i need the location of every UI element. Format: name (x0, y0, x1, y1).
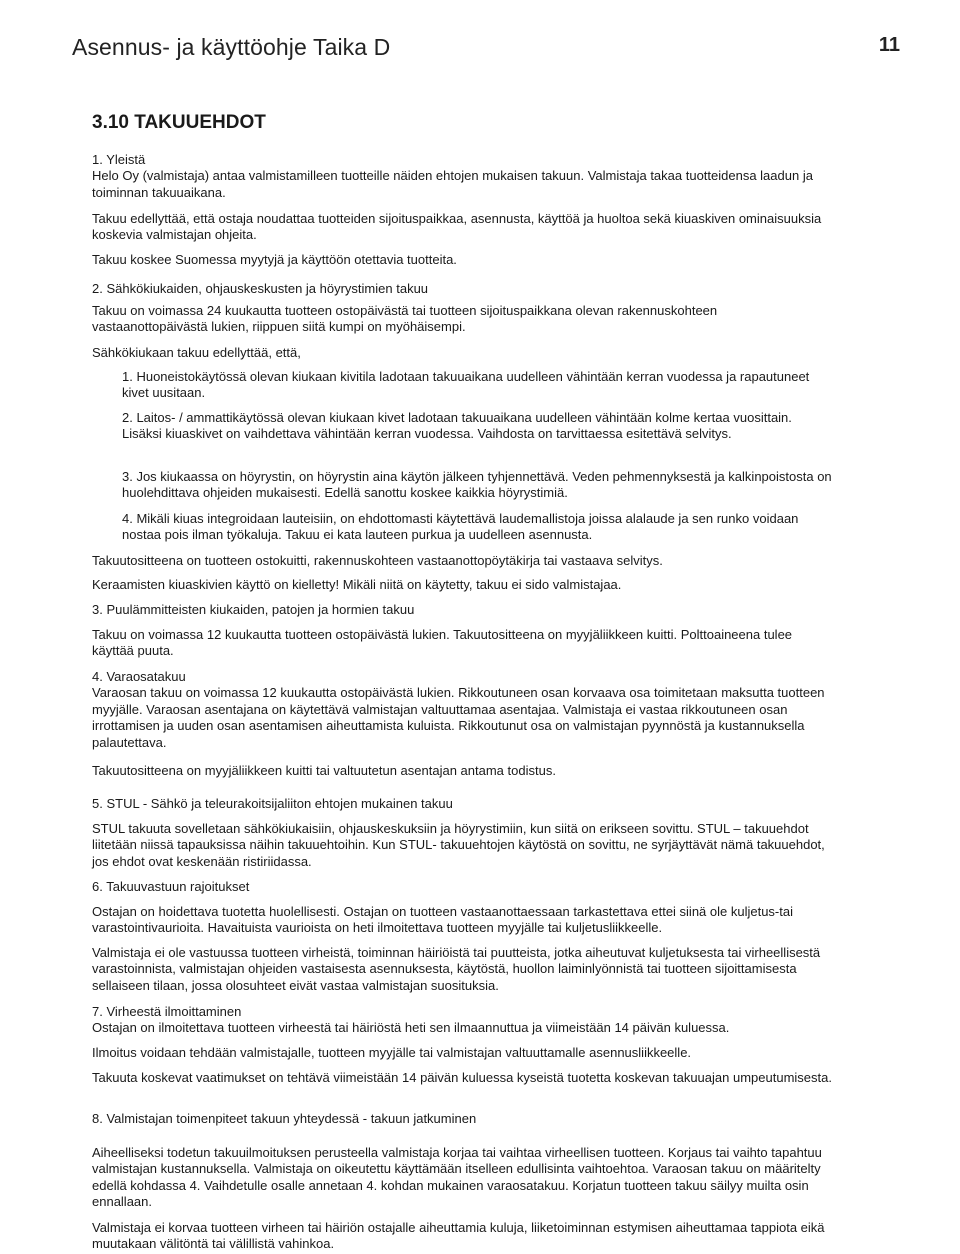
paragraph-receipt: Takuutositteena on tuotteen ostokuitti, rakennuskohteen vastaanottopöytäkirja tai vastaava selvitys. (92, 553, 663, 568)
page-number: 11 (878, 34, 900, 56)
list-item-3: 3. Jos kiukaassa on höyrystin, on höyrystin aina käytön jälkeen tyhjennettävä. Veden pehmennyksestä ja kalkinpoistosta on huolehdittava ohjeiden mukaisesti. Edellä sanottu koskee kaikkia höyrystimiä. (122, 469, 832, 501)
paragraph-claims-deadline: Takuuta koskevat vaatimukset on tehtävä viimeistään 14 päivän kuluessa kyseistä tuotetta koskevan takuuajan umpeutumisesta. (92, 1070, 832, 1085)
paragraph-manufacturer-liability: Valmistaja ei ole vastuussa tuotteen virheistä, toiminnan häiriöistä tai puutteista, jotka aiheutuvat kuljetuksesta tai virheellisestä varastoinnista, valmistajan ohjeiden vastaisesta asennuksesta, käytöstä, huollon laiminlyönnistä tai tuotteen sijoittamisesta sellaiseen tilaan, jossa olosuhteet eivät vastaa valmistajan suosituksia. (92, 945, 821, 993)
paragraph-general: 1. Yleistä Helo Oy (valmistaja) antaa valmistamilleen tuotteille näiden ehtojen mukaisen takuun. Valmistaja takaa tuotteidensa laadun ja toiminnan takuuaikana. (92, 152, 813, 200)
heading-stul: 5. STUL - Sähkö ja teleurakoitsijaliiton ehtojen mukainen takuu (92, 796, 453, 811)
heading-liability-limits: 6. Takuuvastuun rajoitukset (92, 879, 250, 894)
paragraph-repair-replace: Aiheelliseksi todetun takuuilmoituksen perusteella valmistaja korjaa tai vaihtaa virheellisen tuotteen. Korjaus tai vaihto tapahtuu valmistajan kustannuksella. Valmistaja on oikeutettu käyttämään itselleen edullisinta vaihtoehtoa. Varaosan takuu on määritelty edellä kohdassa 4. Vaihdetulle osalle annetaan 4. kohdan mukainen varaosatakuu. Korjatun tuotteen takuu säilyy muilta osin ennallaan. (92, 1145, 822, 1210)
heading-wood-heaters: 3. Puulämmitteisten kiukaiden, patojen ja hormien takuu (92, 602, 415, 617)
paragraph-requirements: Takuu edellyttää, että ostaja noudattaa tuotteiden sijoituspaikkaa, asennusta, käyttöä ja huoltoa sekä kiuaskiven ominaisuuksia koskevia valmistajan ohjeita. (92, 211, 822, 243)
paragraph-no-compensation: Valmistaja ei korvaa tuotteen virheen tai häiriön ostajalle aiheuttamia kuluja, liiketoiminnan estymisen aiheuttamaa tappiota eikä muutakaan välitöntä tai välillistä vahinkoa. (92, 1220, 825, 1252)
paragraph-warranty-period: Takuu on voimassa 24 kuukautta tuotteen ostopäivästä tai tuotteen sijoituspaikkana olevan rakennuskohteen vastaanottopäivästä lukien, riippuen siitä kumpi on myöhäisempi. (92, 303, 718, 335)
list-item-4: 4. Mikäli kiuas integroidaan lauteisiin, on ehdottomasti käytettävä laudemallistoja joissa alalaude ja sen runko voidaan nostaa pois ilman työkaluja. Takuu ei kata lauteen purkua ja uudelleen asennusta. (122, 511, 799, 543)
list-item-1: 1. Huoneistokäytössä olevan kiukaan kivitila ladotaan takuuaikana uudelleen vähintään kerran vuodessa ja rapautuneet kivet uusitaan. (122, 369, 810, 401)
paragraph-buyer-care: Ostajan on hoidettava tuotetta huolellisesti. Ostajan on tuotteen vastaanottaessaan tarkastettava ettei siinä ole kuljetus-tai varastointivaurioita. Havaituista vaurioista on heti ilmoitettava tuotteen myyjälle tai kuljetusliikkeelle. (92, 904, 793, 936)
paragraph-spare-parts: 4. Varaosatakuu Varaosan takuu on voimassa 12 kuukautta ostopäivästä lukien. Rikkoutuneen osan korvaava osa toimitetaan maksutta tuotteen myyjälle. Varaosan asentajana on käytettävä valmistajan valtuuttamaa asentajaa. Valmistaja ei vastaa rikkoutuneen osan irrottamisen ja uuden osan asentamisen aiheuttamista kuluista. Rikkoutunut osa on valmistajan pyynnöstä ja kustannuksella palautettava. (92, 669, 825, 750)
heading-manufacturer-actions: 8. Valmistajan toimenpiteet takuun yhteydessä - takuun jatkuminen (92, 1111, 477, 1126)
paragraph-scope: Takuu koskee Suomessa myytyjä ja käyttöön otettavia tuotteita. (92, 252, 457, 267)
paragraph-ceramic-stones: Keraamisten kiuaskivien käyttö on kielletty! Mikäli niitä on käytetty, takuu ei sido valmistajaa. (92, 577, 622, 592)
list-item-2: 2. Laitos- / ammattikäytössä olevan kiukaan kivet ladotaan takuuaikana uudelleen vähintään kolme kertaa vuosittain. Lisäksi kiuaskivet on vaihdettava vähintään kerran vuodessa. Vaihdosta on tarvittaessa esitettävä selvitys. (122, 410, 792, 442)
paragraph-heater-conditions: Sähkökiukaan takuu edellyttää, että, (92, 345, 301, 360)
paragraph-defect-notification: 7. Virheestä ilmoittaminen Ostajan on ilmoitettava tuotteen virheestä tai häiriöstä heti sen ilmaannuttua ja viimeistään 14 päivän kuluessa. (92, 1004, 730, 1036)
paragraph-wood-warranty: Takuu on voimassa 12 kuukautta tuotteen ostopäivästä lukien. Takuutositteena on myyjäliikkeen kuitti. Polttoaineena tulee käyttää puuta. (92, 627, 793, 659)
paragraph-notification-recipient: Ilmoitus voidaan tehdään valmistajalle, tuotteen myyjälle tai valmistajan valtuuttamalle asennusliikkeelle. (92, 1045, 692, 1060)
document-header-title: Asennus- ja käyttöohje Taika D (72, 34, 391, 60)
paragraph-receipt-installer: Takuutositteena on myyjäliikkeen kuitti tai valtuutetun asentajan antama todistus. (92, 763, 556, 778)
heading-electric-heaters: 2. Sähkökiukaiden, ohjauskeskusten ja höyrystimien takuu (92, 281, 429, 296)
paragraph-stul: STUL takuuta sovelletaan sähkökiukaisiin, ohjauskeskuksiin ja höyrystimiin, kun siitä on erikseen sovittu. STUL – takuuehdot liitetään niissä tapauksissa näihin takuuehtoihin. Kun STUL- takuuehtojen käytöstä on sovittu, ne syrjäyttävät nämä takuuehdot, jos ehdot ovat keskenään ristiriidassa. (92, 821, 825, 869)
section-title: 3.10 TAKUUEHDOT (92, 112, 266, 133)
